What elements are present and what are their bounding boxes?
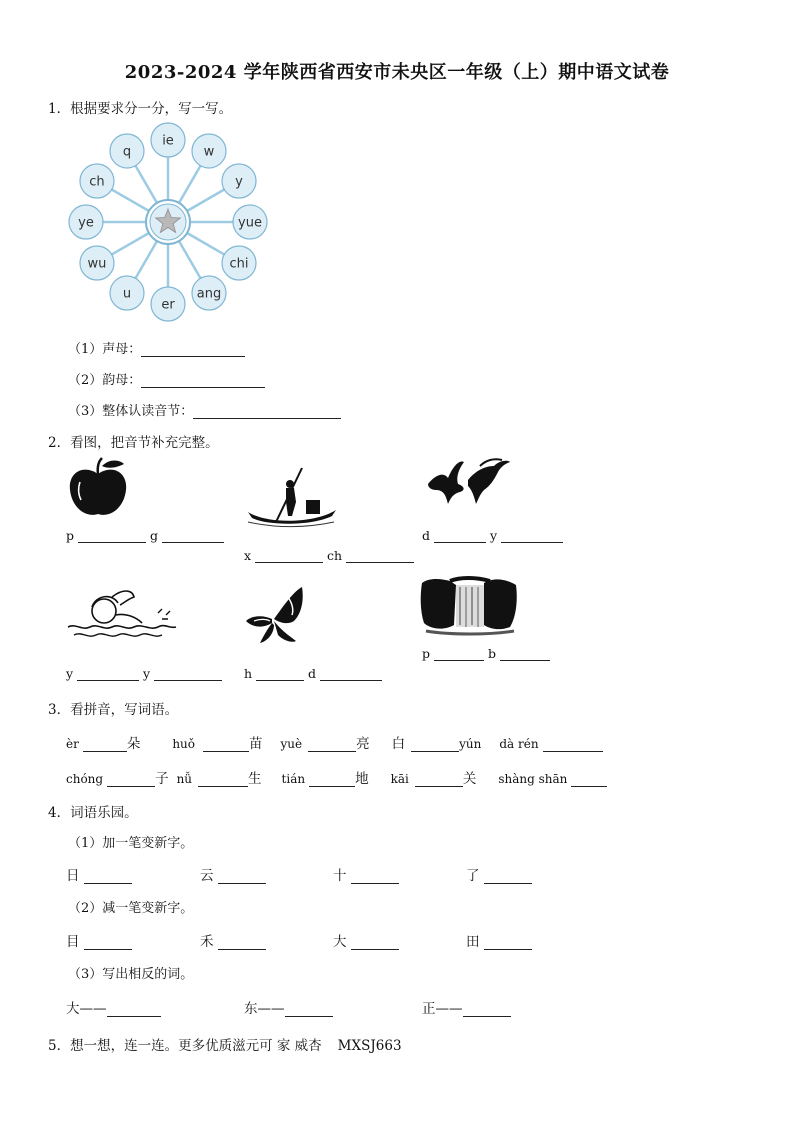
answer-blank[interactable] [351,935,399,950]
flower-petal [80,246,114,280]
page-title: 2023-2024 学年陕西省西安市未央区一年级（上）期中语文试卷 [124,62,670,83]
swimmer-picture [66,583,178,643]
q1-item-1: （1）声母： [68,338,245,357]
answer-blank[interactable] [309,772,355,787]
answer-blank[interactable] [285,1002,333,1017]
remove-stroke-3: 大 [333,930,399,950]
add-stroke-2: 云 [200,864,266,884]
answer-blank[interactable] [198,772,248,787]
q1-item-2: （2）韵母： [68,369,265,388]
answer-blank[interactable] [203,737,249,752]
q4-sub-3: （3）写出相反的词。 [68,967,194,982]
fill-boat: x ch [244,548,414,563]
answer-blank[interactable] [434,646,484,661]
answer-blank[interactable] [484,935,532,950]
petal-label: er [161,297,175,313]
answer-blank[interactable] [351,869,399,884]
answer-blank[interactable] [84,869,132,884]
flower-petal [151,123,185,157]
opposite-3: 正—— [422,997,511,1017]
question-1-label: 1．根据要求分一分，写一写。 [48,101,233,117]
question-3-label: 3．看拼音，写词语。 [48,702,179,718]
answer-blank[interactable] [218,869,266,884]
answer-blank[interactable] [84,935,132,950]
add-stroke-4: 了 [466,864,532,884]
q4-sub-2: （2）减一笔变新字。 [68,901,194,916]
petal-label: ch [89,174,105,190]
petal-label: ang [196,286,222,302]
flower-petal [233,205,267,239]
flower-petal [110,134,144,168]
flower-petal [80,164,114,198]
flower-petal [192,276,226,310]
answer-blank[interactable] [83,737,127,752]
boat-picture [246,466,338,528]
answer-blank[interactable] [162,528,224,543]
flower-petal [192,134,226,168]
petal-label: wu [87,256,107,272]
petal-label: q [122,144,132,160]
remove-stroke-4: 田 [466,930,532,950]
answer-blank[interactable] [107,772,155,787]
answer-blank[interactable] [320,666,382,681]
fill-butterfly: h d [244,666,382,681]
answer-blank[interactable] [141,342,245,357]
flower-petal [151,287,185,321]
fill-apple: p g [66,528,224,543]
answer-blank[interactable] [411,737,459,752]
q4-sub-1: （1）加一笔变新字。 [68,836,194,851]
answer-blank[interactable] [154,666,222,681]
answer-blank[interactable] [256,666,304,681]
petal-label: chi [229,256,249,272]
flower-petal [69,205,103,239]
fill-geese: d y [422,528,563,543]
answer-blank[interactable] [255,548,323,563]
flower-petal [222,164,256,198]
answer-blank[interactable] [434,528,486,543]
answer-blank[interactable] [415,772,463,787]
flower-petal [222,246,256,280]
waterfall-picture [420,575,518,637]
add-stroke-1: 日 [66,864,132,884]
answer-blank[interactable] [218,935,266,950]
petal-label: ye [78,215,94,231]
answer-blank[interactable] [500,646,550,661]
answer-blank[interactable] [78,528,146,543]
answer-blank[interactable] [107,1002,161,1017]
remove-stroke-2: 禾 [200,930,266,950]
fill-swimmer: y y [66,666,222,681]
answer-blank[interactable] [193,404,341,419]
q3-row-1: èr 朵 huǒ 苗 yuè 亮 白 yún dà rén [66,732,603,752]
geese-picture [424,456,514,506]
flower-petal [110,276,144,310]
apple-picture [66,456,130,520]
petal-label: u [122,286,132,302]
opposite-1: 大—— [66,997,161,1017]
remove-stroke-1: 目 [66,930,132,950]
answer-blank[interactable] [543,737,603,752]
opposite-2: 东—— [244,997,333,1017]
answer-blank[interactable] [308,737,356,752]
petal-label: w [203,144,215,160]
answer-blank[interactable] [463,1002,511,1017]
q3-row-2: chóng 子 nǚ 生 tián 地 kāi 关 shàng shān [66,767,607,787]
butterfly-picture [244,585,306,645]
answer-blank[interactable] [571,772,607,787]
question-4-label: 4．词语乐园。 [48,805,138,821]
petal-label: yue [238,215,262,231]
petal-label: y [235,174,243,190]
answer-blank[interactable] [484,869,532,884]
add-stroke-3: 十 [333,864,399,884]
pinyin-flower [60,120,275,325]
q1-item-3: （3）整体认读音节： [68,400,341,419]
question-5-label: 5．想一想，连一连。更多优质滋元可 家 威杏 MXSJ663 [48,1038,402,1054]
answer-blank[interactable] [77,666,139,681]
petal-label: ie [162,133,174,149]
question-2-label: 2．看图，把音节补充完整。 [48,435,219,451]
answer-blank[interactable] [346,548,414,563]
answer-blank[interactable] [141,373,265,388]
fill-waterfall: p b [422,646,550,661]
answer-blank[interactable] [501,528,563,543]
